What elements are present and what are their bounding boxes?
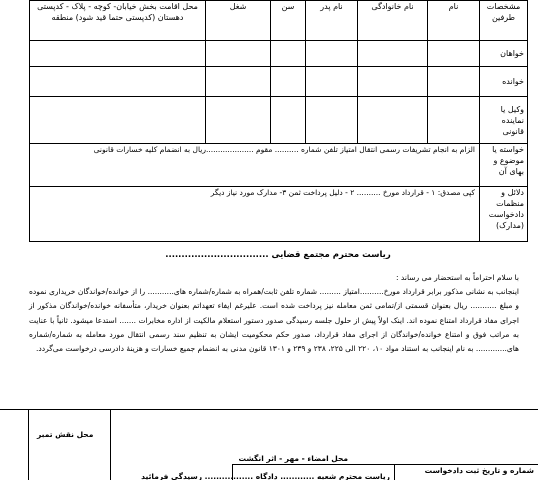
party-address[interactable] <box>30 67 206 97</box>
letter-body <box>29 271 519 356</box>
party-row-defendant <box>30 67 528 97</box>
header-job: شغل <box>206 1 271 41</box>
party-job[interactable] <box>206 67 271 97</box>
party-family[interactable] <box>358 97 428 144</box>
signature-area-label: محل امضاء - مهر - اثر انگشت <box>238 454 348 463</box>
party-row-plaintiff <box>30 41 528 67</box>
registration-divider <box>394 464 395 480</box>
stamp-area-label: محل نقش تمبر <box>37 430 94 439</box>
footer-left-border <box>28 409 29 480</box>
claim-text[interactable]: الزام به انجام تشریفات رسمی انتقال امتیاز تلفن شماره .......... مقوم ....................ریال به انضمام کلیه خسارات قانونی <box>30 144 480 187</box>
footer-separator <box>0 409 538 410</box>
header-father: نام پدر <box>306 1 358 41</box>
party-address[interactable] <box>30 97 206 144</box>
party-address[interactable] <box>30 41 206 67</box>
evidence-row <box>30 187 528 242</box>
party-job[interactable] <box>206 41 271 67</box>
party-father[interactable] <box>306 41 358 67</box>
header-age: سن <box>271 1 306 41</box>
party-father[interactable] <box>306 67 358 97</box>
header-name: نام <box>428 1 480 41</box>
party-family[interactable] <box>358 41 428 67</box>
claim-label: خواسته یا موضوع و بهای آن <box>480 144 528 187</box>
header-parties: مشخصات طرفین <box>480 1 528 41</box>
party-name[interactable] <box>428 97 480 144</box>
letter-title: ریاست محترم مجتمع قضایی ................................ <box>165 250 391 260</box>
letter-greeting: با سلام احتراماً به استحضار می رساند : <box>396 273 519 282</box>
claim-row <box>30 144 528 187</box>
party-label: وکیل یا نماینده قانونی <box>480 97 528 144</box>
header-row <box>30 1 528 41</box>
footer-stamp-divider <box>110 409 111 480</box>
party-name[interactable] <box>428 67 480 97</box>
party-row-attorney <box>30 97 528 144</box>
evidence-label: دلائل و منظمات دادخواست (مدارک) <box>480 187 528 242</box>
party-label: خوانده <box>480 67 528 97</box>
party-age[interactable] <box>271 41 306 67</box>
registration-label: شماره و تاریخ ثبت دادخواست <box>424 466 534 475</box>
parties-table <box>29 0 528 242</box>
party-label: خواهان <box>480 41 528 67</box>
header-address: محل اقامت بخش خیابان- کوچه - پلاک - کدپستی دهستان (کدپستی حتما قید شود) منطقه <box>30 1 206 41</box>
letter-text[interactable]: اینجانب به نشانی مذکور برابر قرارداد مورخ..........امتیاز ......... شماره تلفن ثابت/همراه به شماره/شماره های........... را از خوانده/خواندگان خریداری نموده و مبلغ ........... ریال بعنوان قسمتی از/تمامی ثمن معامله نیز پرداخت شده است. علیرغم ایفاء تعهداتم بعنوان خریدار، متأسفانه خوانده/خواندگان مذکور از اجرای مفاد قرارداد امتناع نموده اند. اینک اولاً پیش از حلول جلسه رسیدگی صدور دستور استعلام مالکیت از اداره مخابرات ....... استدعا میشود. ثانیاً با عنایت به مراتب فوق و امتناع خوانده/خواندگان از اجرای مفاد قرارداد، صدور حکم محکومیت ایشان به تنظیم سند رسمی انتقال مورد معامله به شماره/شماره های............. به نام اینجانب به استناد مواد ۱۰، ۲۲۰ الی ۲۲۵، ۲۳۸ و ۲۳۹ و ۱۳۰۱ قانون مدنی به انضمام جمیع خسارات و هزینۀ دادرسی درخواست می‌گردد. <box>29 287 519 354</box>
party-age[interactable] <box>271 67 306 97</box>
header-family: نام خانوادگی <box>358 1 428 41</box>
party-name[interactable] <box>428 41 480 67</box>
party-father[interactable] <box>306 97 358 144</box>
party-age[interactable] <box>271 97 306 144</box>
branch-referral-text: ریاست محترم شعبه ............ دادگاه ................. رسیدگی فرمائید <box>141 472 390 480</box>
party-job[interactable] <box>206 97 271 144</box>
party-family[interactable] <box>358 67 428 97</box>
evidence-text[interactable]: کپی مصدق: ۱ - قرارداد مورخ .......... ۲ - دلیل پرداخت ثمن ۳- مدارک مورد نیاز دیگر <box>30 187 480 242</box>
